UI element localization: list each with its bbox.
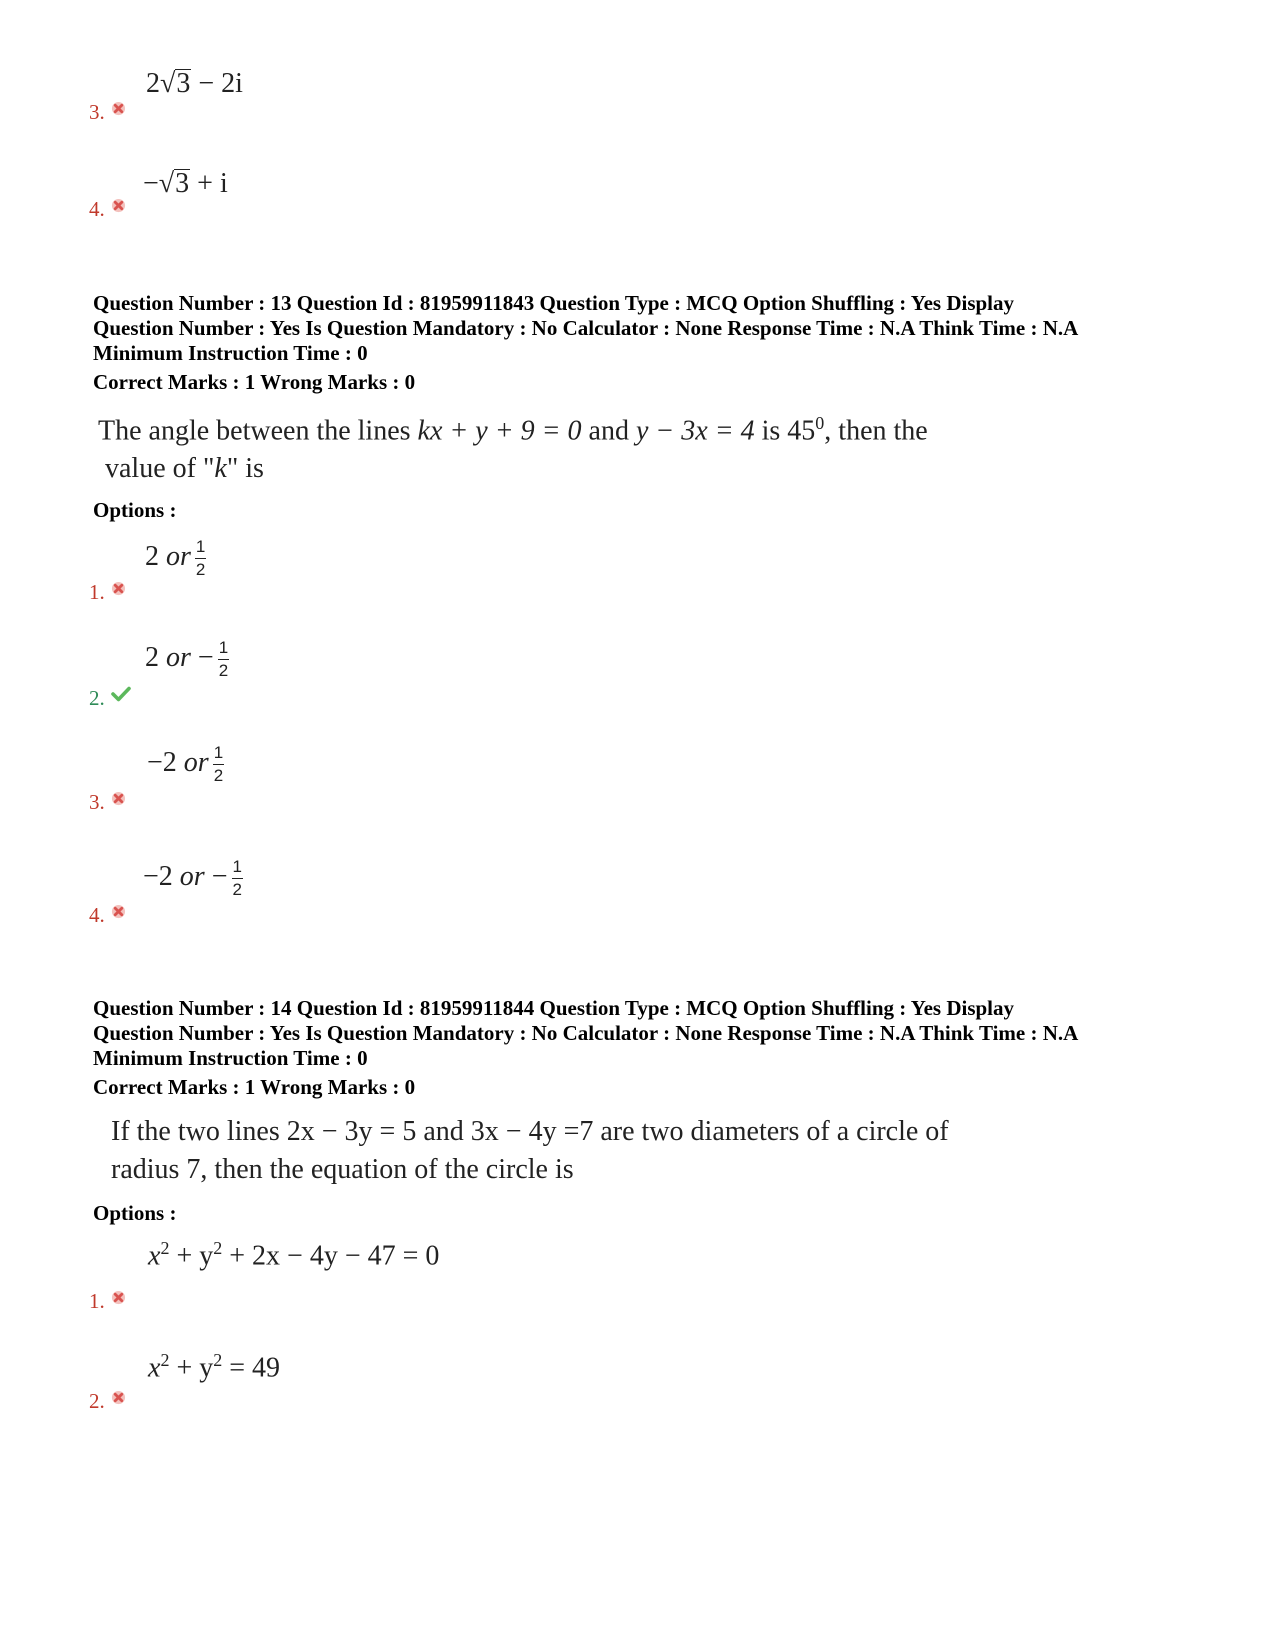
q13-meta: Question Number : 13 Question Id : 81959911843 Question Type : MCQ Option Shuffling : Yes Display Question Number : Yes Is Question Mandatory : No Calculator : None Response Time : N.A Think Time : N.A Minimum Instruction Time : 0 xyxy=(93,291,1079,365)
prev-option-4-label: 4. xyxy=(89,197,126,222)
prev-option-3-label: 3. xyxy=(89,100,126,125)
q14-option-2-expression: $x^2 + y^2 = 49$ xyxy=(148,1350,281,1384)
prev-option-4-expression: −√3 + i xyxy=(143,168,228,199)
q14-marks: Correct Marks : 1 Wrong Marks : 0 xyxy=(93,1075,416,1099)
q13-option-3-expression: −2 or $\frac{1}{2}$ xyxy=(147,743,224,785)
wrong-cross-icon xyxy=(111,581,126,596)
q14-option-1-expression: $x^2 + y^2 + 2x - 4y - 47 = 0$ xyxy=(148,1238,440,1272)
wrong-cross-icon xyxy=(111,904,126,919)
wrong-cross-icon xyxy=(111,1290,126,1305)
q14-options-label: Options : xyxy=(93,1201,177,1225)
prev-option-3-expression: 2√3 − 2i xyxy=(146,68,243,99)
correct-tick-icon xyxy=(111,686,131,702)
q13-marks: Correct Marks : 1 Wrong Marks : 0 xyxy=(93,370,416,394)
wrong-cross-icon xyxy=(111,101,126,116)
wrong-cross-icon xyxy=(111,198,126,213)
q14-option-2-label: 2. xyxy=(89,1389,126,1414)
q13-option-4-label: 4. xyxy=(89,903,126,928)
q13-option-1-label: 1. xyxy=(89,580,126,605)
q14-question-text: If the two lines 2x − 3y = 5 and 3x − 4y =7 are two diameters of a circle of radius 7, then the equation of the circle is xyxy=(111,1116,949,1185)
wrong-cross-icon xyxy=(111,791,126,806)
q13-question-text: The angle between the lines kx + y + 9 = 0 and y − 3x = 4 is $45^0$, then the value of "k" is xyxy=(98,413,928,485)
q13-option-1-expression: 2 or $\frac{1}{2}$ xyxy=(145,537,206,579)
q13-option-4-expression: −2 or − $\frac{1}{2}$ xyxy=(143,857,242,899)
q13-option-2-expression: 2 or − $\frac{1}{2}$ xyxy=(145,638,229,680)
wrong-cross-icon xyxy=(111,1390,126,1405)
q13-option-3-label: 3. xyxy=(89,790,126,815)
q14-option-1-label: 1. xyxy=(89,1289,126,1314)
q13-options-label: Options : xyxy=(93,498,177,522)
q14-meta: Question Number : 14 Question Id : 81959911844 Question Type : MCQ Option Shuffling : Yes Display Question Number : Yes Is Question Mandatory : No Calculator : None Response Time : N.A Think Time : N.A Minimum Instruction Time : 0 xyxy=(93,996,1079,1070)
q13-option-2-label: 2. xyxy=(89,686,131,711)
